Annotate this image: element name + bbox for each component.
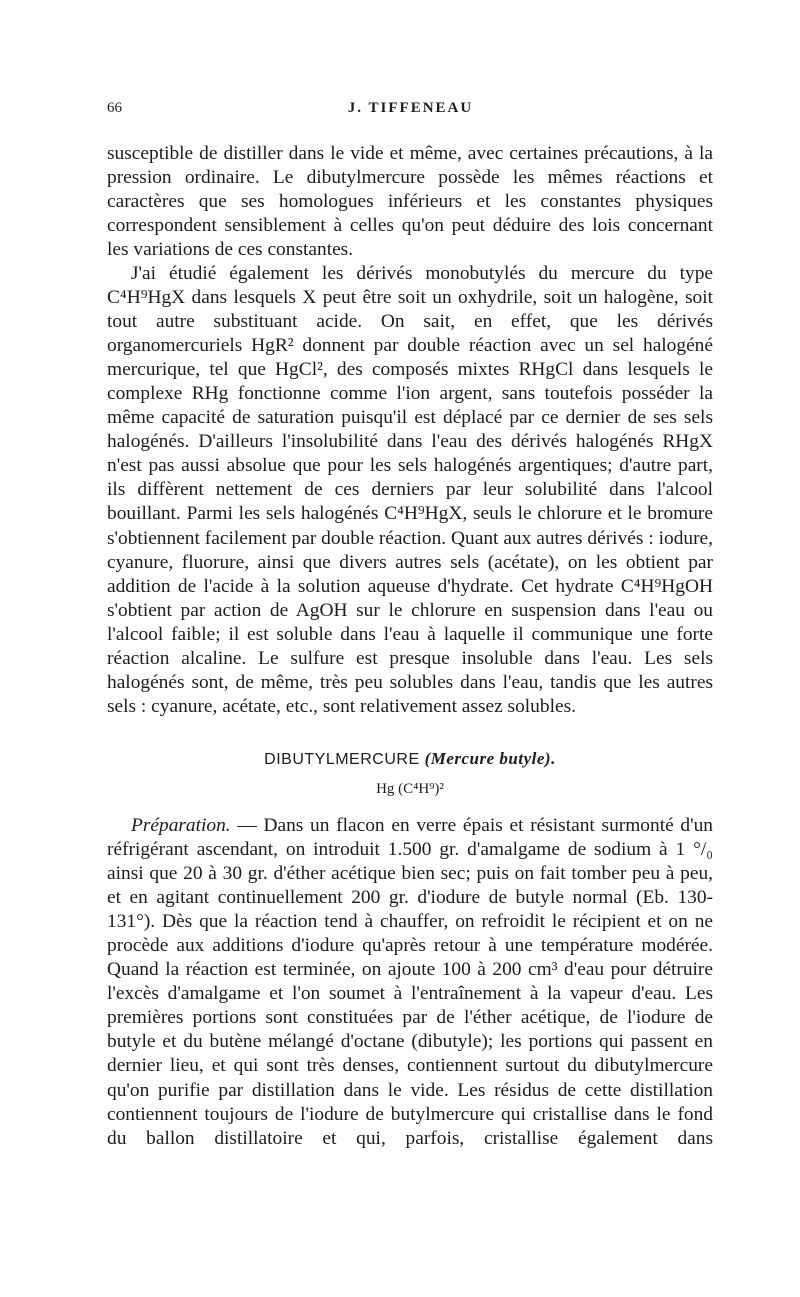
body-text-preparation <box>107 814 713 1151</box>
page-header <box>107 100 714 126</box>
section-title <box>107 749 713 769</box>
paragraph-2: J'ai étudié également les dérivés monobutylés du mercure du type C⁴H⁹HgX dans lesquels X peut être soit un oxhydrile, soit un halogène, soit tout autre substituant acide. On sait, en effet, que les dérivés organomercuriels HgR² donnent par double réaction avec un sel halogéné mercurique, tel que HgCl², des composés mixtes RHgCl dans lesquels le complexe RHg fonctionne comme l'ion argent, sans toutefois posséder la même capacité de saturation puisqu'il est déplacé par ce dernier de ses sels halogénés. D'ailleurs l'insolubilité dans l'eau des dérivés halogénés RHgX n'est pas aussi absolue que pour les sels halogénés argentiques; d'autre part, ils diffèrent nettement de ces derniers par leur solubilité dans l'alcool bouillant. Parmi les sels halogénés C⁴H⁹HgX, seuls le chlorure et le bromure s'obtiennent facilement par double réaction. Quant aux autres dérivés : iodure, cyanure, fluorure, ainsi que divers autres sels (acétate), on les obtient par addition de l'acide à la solution aqueuse d'hydrate. Cet hydrate C⁴H⁹HgOH s'obtient par action de AgOH sur le chlorure en suspension dans l'eau ou l'alcool faible; il est soluble dans l'eau à laquelle il communique une forte réaction alcaline. Le sulfure est presque insoluble dans l'eau. Les sels halogénés sont, de même, très peu solubles dans l'eau, tandis que les autres sels : cyanure, acétate, etc., sont relativement assez solubles. <box>107 263 713 717</box>
page-number: 66 <box>107 100 122 116</box>
preparation-label: Préparation. <box>131 815 231 836</box>
paragraph-preparation <box>107 814 713 1151</box>
running-head: J. TIFFENEAU <box>347 100 474 116</box>
section-subtitle: (Mercure butyle). <box>424 749 556 768</box>
body-text-main <box>107 262 713 719</box>
body-text-top <box>107 142 713 262</box>
section-title-main: DIBUTYLMERCURE <box>264 751 420 768</box>
preparation-text: — Dans un flacon en verre épais et résistant surmonté d'un réfrigérant ascendant, on introduit 1.500 gr. d'amalgame de sodium à 1 °/₀ ainsi que 20 à 30 gr. d'éther acétique bien sec; puis on fait tomber peu à peu, et en agitant continuellement 200 gr. d'iodure de butyle normal (Eb. 130-131°). Dès que la réaction tend à chauffer, on refroidit le récipient et on ne procède aux additions d'iodure qu'après retour à une température modérée. Quand la réaction est terminée, on ajoute 100 à 200 cm³ d'eau pour détruire l'excès d'amalgame et l'on soumet à l'entraînement à la vapeur d'eau. Les premières portions sont constituées par de l'éther acétique, de l'iodure de butyle et du butène mélangé d'octane (dibutyle); les portions qui passent en dernier lieu, et qui sont très denses, contiennent surtout du dibutylmercure qu'on purifie par distillation dans le vide. Les résidus de cette distillation contiennent toujours de l'iodure de butylmercure qui cristallise dans le fond du ballon distillatoire et qui, parfois, cristallise également dans <box>107 815 713 1149</box>
chemical-formula: Hg (C⁴H⁹)² <box>376 781 444 797</box>
paragraph-1: susceptible de distiller dans le vide et même, avec certaines précautions, à la pression ordinaire. Le dibutylmercure possède les mêmes réactions et caractères que ses homologues inférieurs et les constantes physiques correspondent sensiblement à celles qu'on peut déduire des lois concernant les variations de ces constantes. <box>107 143 713 261</box>
